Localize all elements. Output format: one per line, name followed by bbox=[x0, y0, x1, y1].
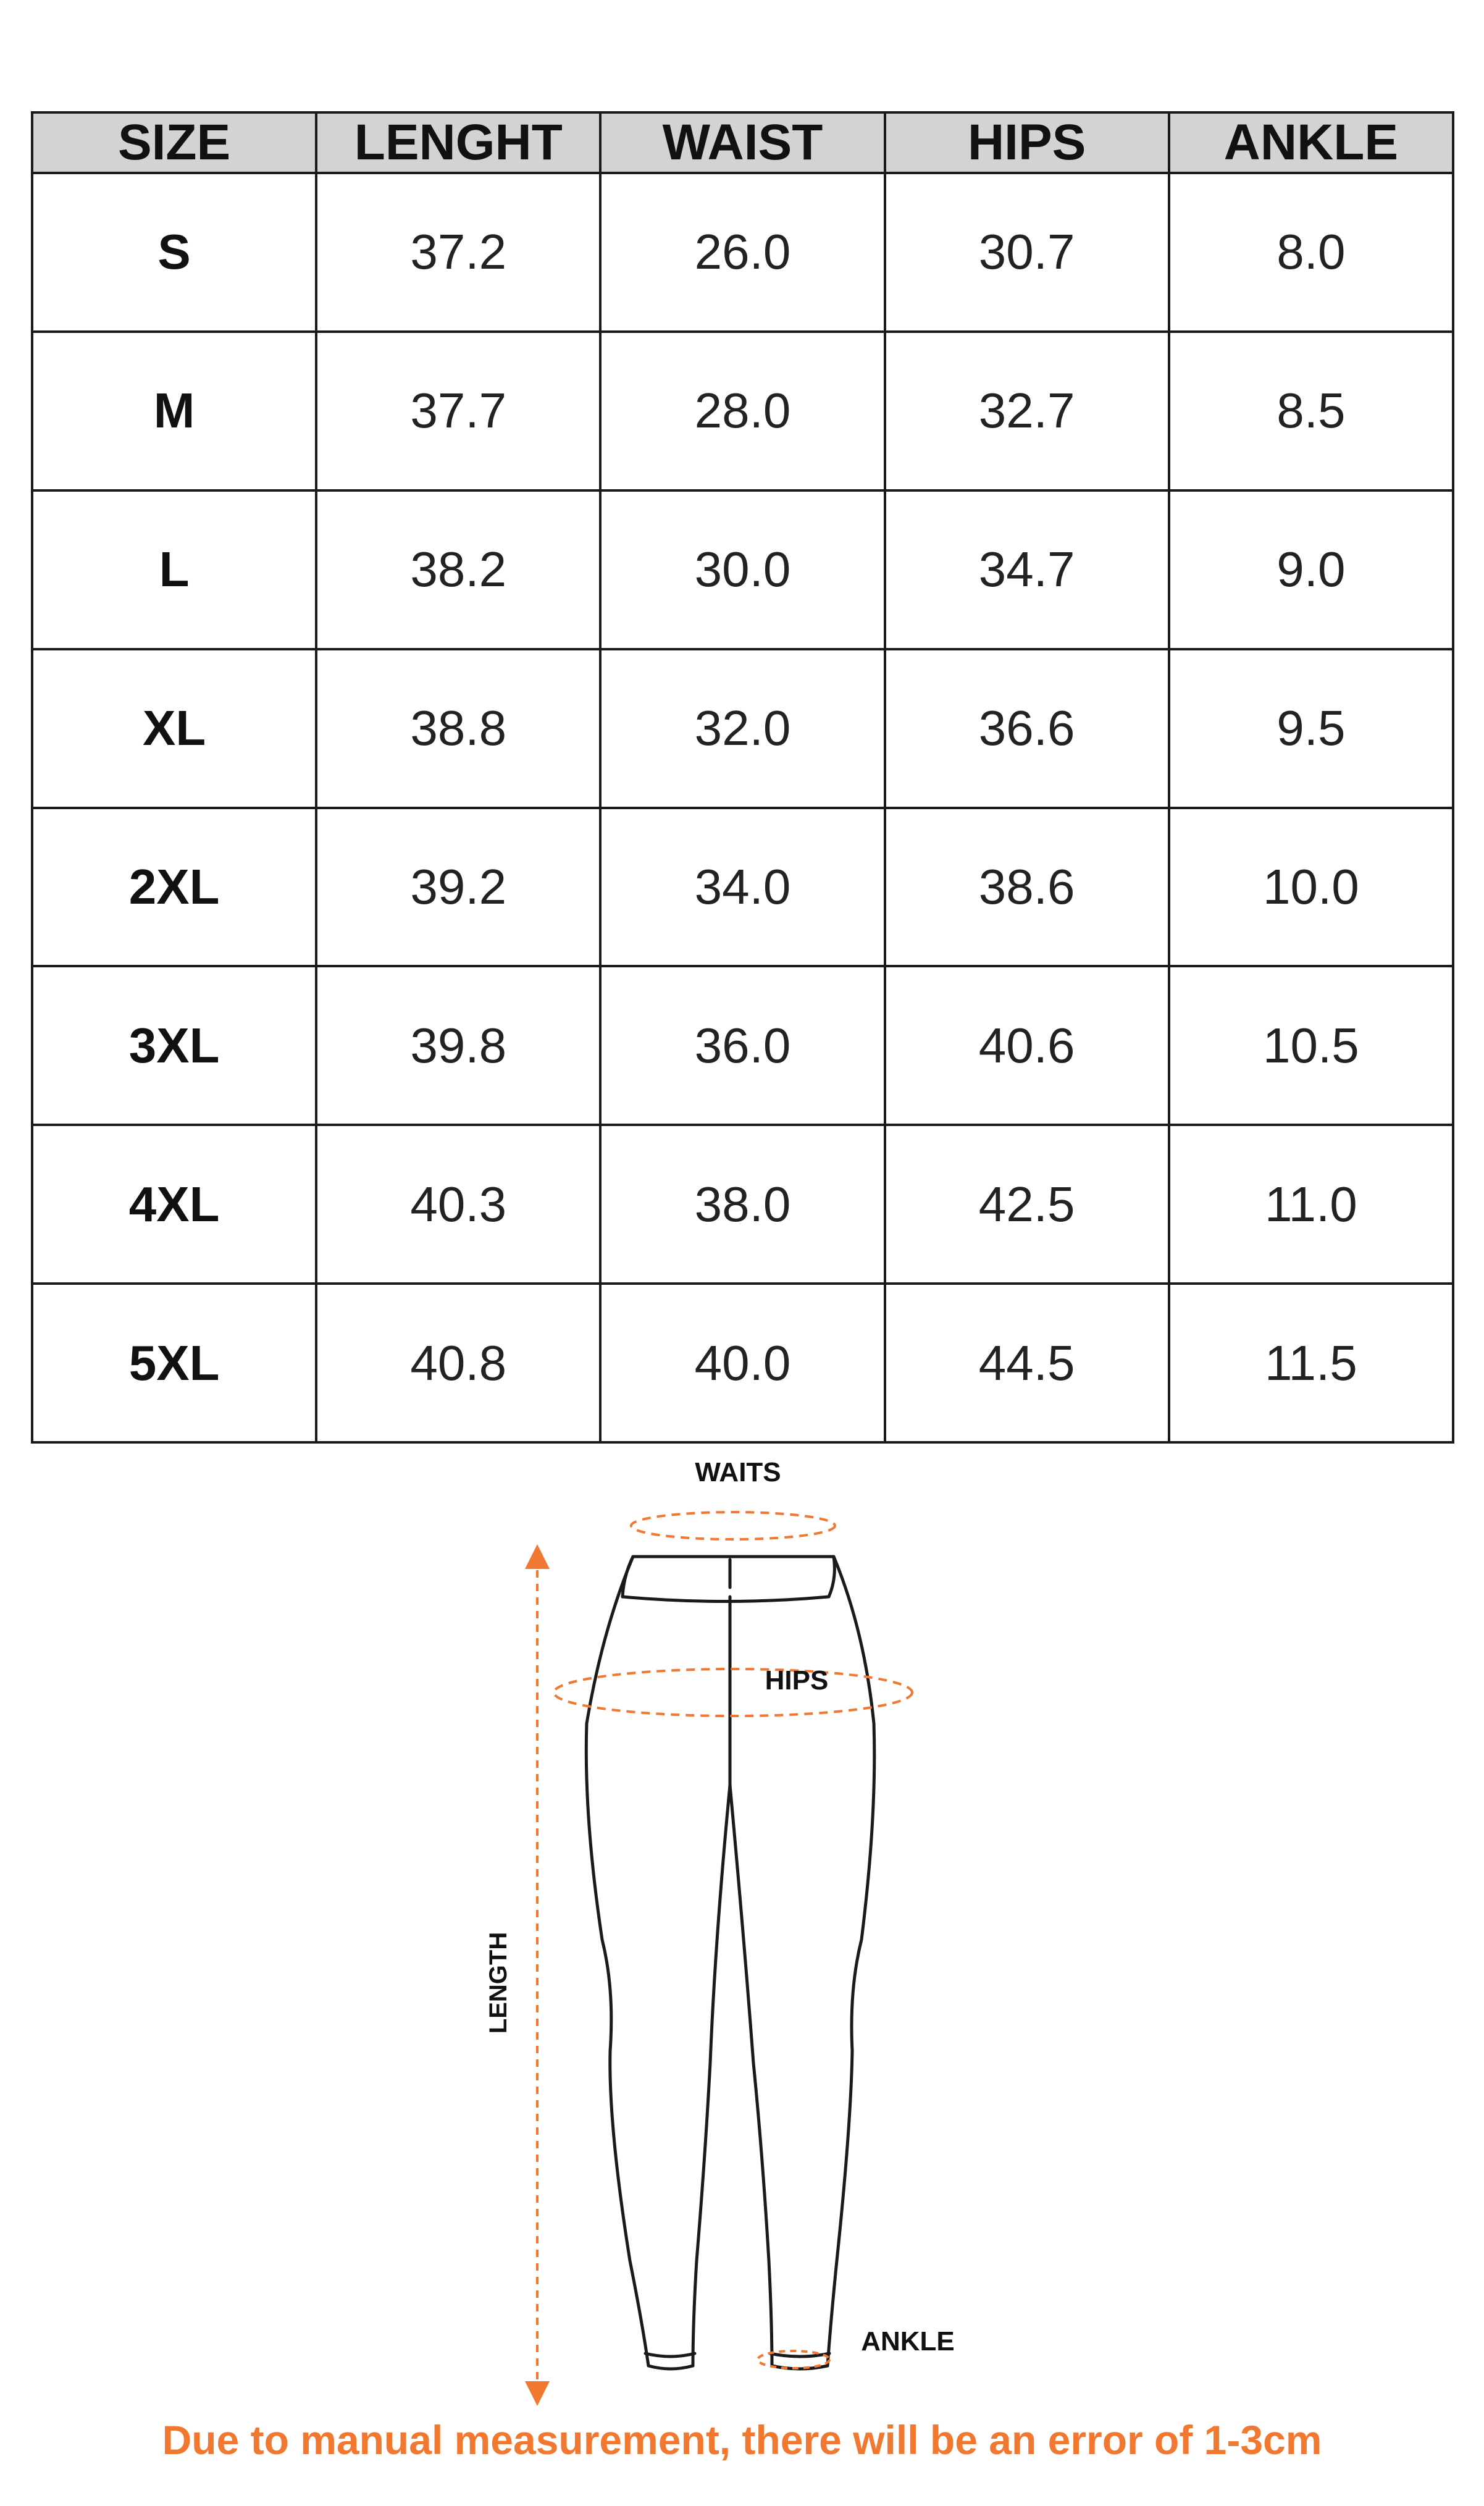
hips-cell: 36.6 bbox=[885, 649, 1169, 808]
size-cell: M bbox=[32, 332, 316, 490]
ankle-cell: 11.5 bbox=[1169, 1284, 1453, 1442]
length-label: LENGTH bbox=[485, 1932, 512, 2034]
length-cell: 39.2 bbox=[316, 808, 600, 967]
header-ankle: ANKLE bbox=[1169, 112, 1453, 173]
hips-cell: 44.5 bbox=[885, 1284, 1169, 1442]
length-cell: 38.2 bbox=[316, 490, 600, 649]
header-size: SIZE bbox=[32, 112, 316, 173]
ankle-label: ANKLE bbox=[861, 2326, 955, 2357]
hips-cell: 42.5 bbox=[885, 1125, 1169, 1284]
waist-cell: 30.0 bbox=[600, 490, 884, 649]
waist-cell: 28.0 bbox=[600, 332, 884, 490]
table-row bbox=[32, 490, 1453, 649]
ankle-cell: 10.0 bbox=[1169, 808, 1453, 967]
ankle-cell: 10.5 bbox=[1169, 966, 1453, 1125]
table-row bbox=[32, 1125, 1453, 1284]
leggings-outline-icon bbox=[586, 1557, 874, 2369]
size-cell: 5XL bbox=[32, 1284, 316, 1442]
ankle-cell: 11.0 bbox=[1169, 1125, 1453, 1284]
hips-cell: 34.7 bbox=[885, 490, 1169, 649]
hips-cell: 32.7 bbox=[885, 332, 1169, 490]
leggings-measurement-diagram bbox=[0, 1445, 1484, 2434]
ankle-measure-guide bbox=[758, 2351, 829, 2368]
table-row bbox=[32, 173, 1453, 332]
table-row bbox=[32, 332, 1453, 490]
measurement-disclaimer: Due to manual measurement, there will be an error of 1-3cm bbox=[162, 2417, 1322, 2463]
length-cell: 39.8 bbox=[316, 966, 600, 1125]
ankle-cell: 8.5 bbox=[1169, 332, 1453, 490]
size-cell: S bbox=[32, 173, 316, 332]
size-chart-table bbox=[31, 111, 1454, 1444]
waist-cell: 38.0 bbox=[600, 1125, 884, 1284]
table-row bbox=[32, 1284, 1453, 1442]
header-length: LENGHT bbox=[316, 112, 600, 173]
hips-measure-guide bbox=[554, 1669, 912, 1716]
waist-cell: 36.0 bbox=[600, 966, 884, 1125]
table-row bbox=[32, 808, 1453, 967]
hips-cell: 38.6 bbox=[885, 808, 1169, 967]
header-hips: HIPS bbox=[885, 112, 1169, 173]
ankle-cell: 9.0 bbox=[1169, 490, 1453, 649]
length-cell: 37.7 bbox=[316, 332, 600, 490]
size-cell: 4XL bbox=[32, 1125, 316, 1284]
size-cell: L bbox=[32, 490, 316, 649]
waist-cell: 26.0 bbox=[600, 173, 884, 332]
waist-measure-guide bbox=[631, 1512, 835, 1539]
waist-label: WAITS bbox=[695, 1457, 781, 1487]
length-cell: 37.2 bbox=[316, 173, 600, 332]
hips-label: HIPS bbox=[765, 1665, 829, 1696]
table-row bbox=[32, 649, 1453, 808]
length-cell: 40.3 bbox=[316, 1125, 600, 1284]
ankle-cell: 8.0 bbox=[1169, 173, 1453, 332]
length-cell: 38.8 bbox=[316, 649, 600, 808]
table-header-row bbox=[32, 112, 1453, 173]
waist-cell: 32.0 bbox=[600, 649, 884, 808]
size-cell: 2XL bbox=[32, 808, 316, 967]
table-row bbox=[32, 966, 1453, 1125]
header-waist: WAIST bbox=[600, 112, 884, 173]
hips-cell: 30.7 bbox=[885, 173, 1169, 332]
waist-cell: 34.0 bbox=[600, 808, 884, 967]
hips-cell: 40.6 bbox=[885, 966, 1169, 1125]
size-cell: XL bbox=[32, 649, 316, 808]
length-cell: 40.8 bbox=[316, 1284, 600, 1442]
waist-cell: 40.0 bbox=[600, 1284, 884, 1442]
size-cell: 3XL bbox=[32, 966, 316, 1125]
ankle-cell: 9.5 bbox=[1169, 649, 1453, 808]
